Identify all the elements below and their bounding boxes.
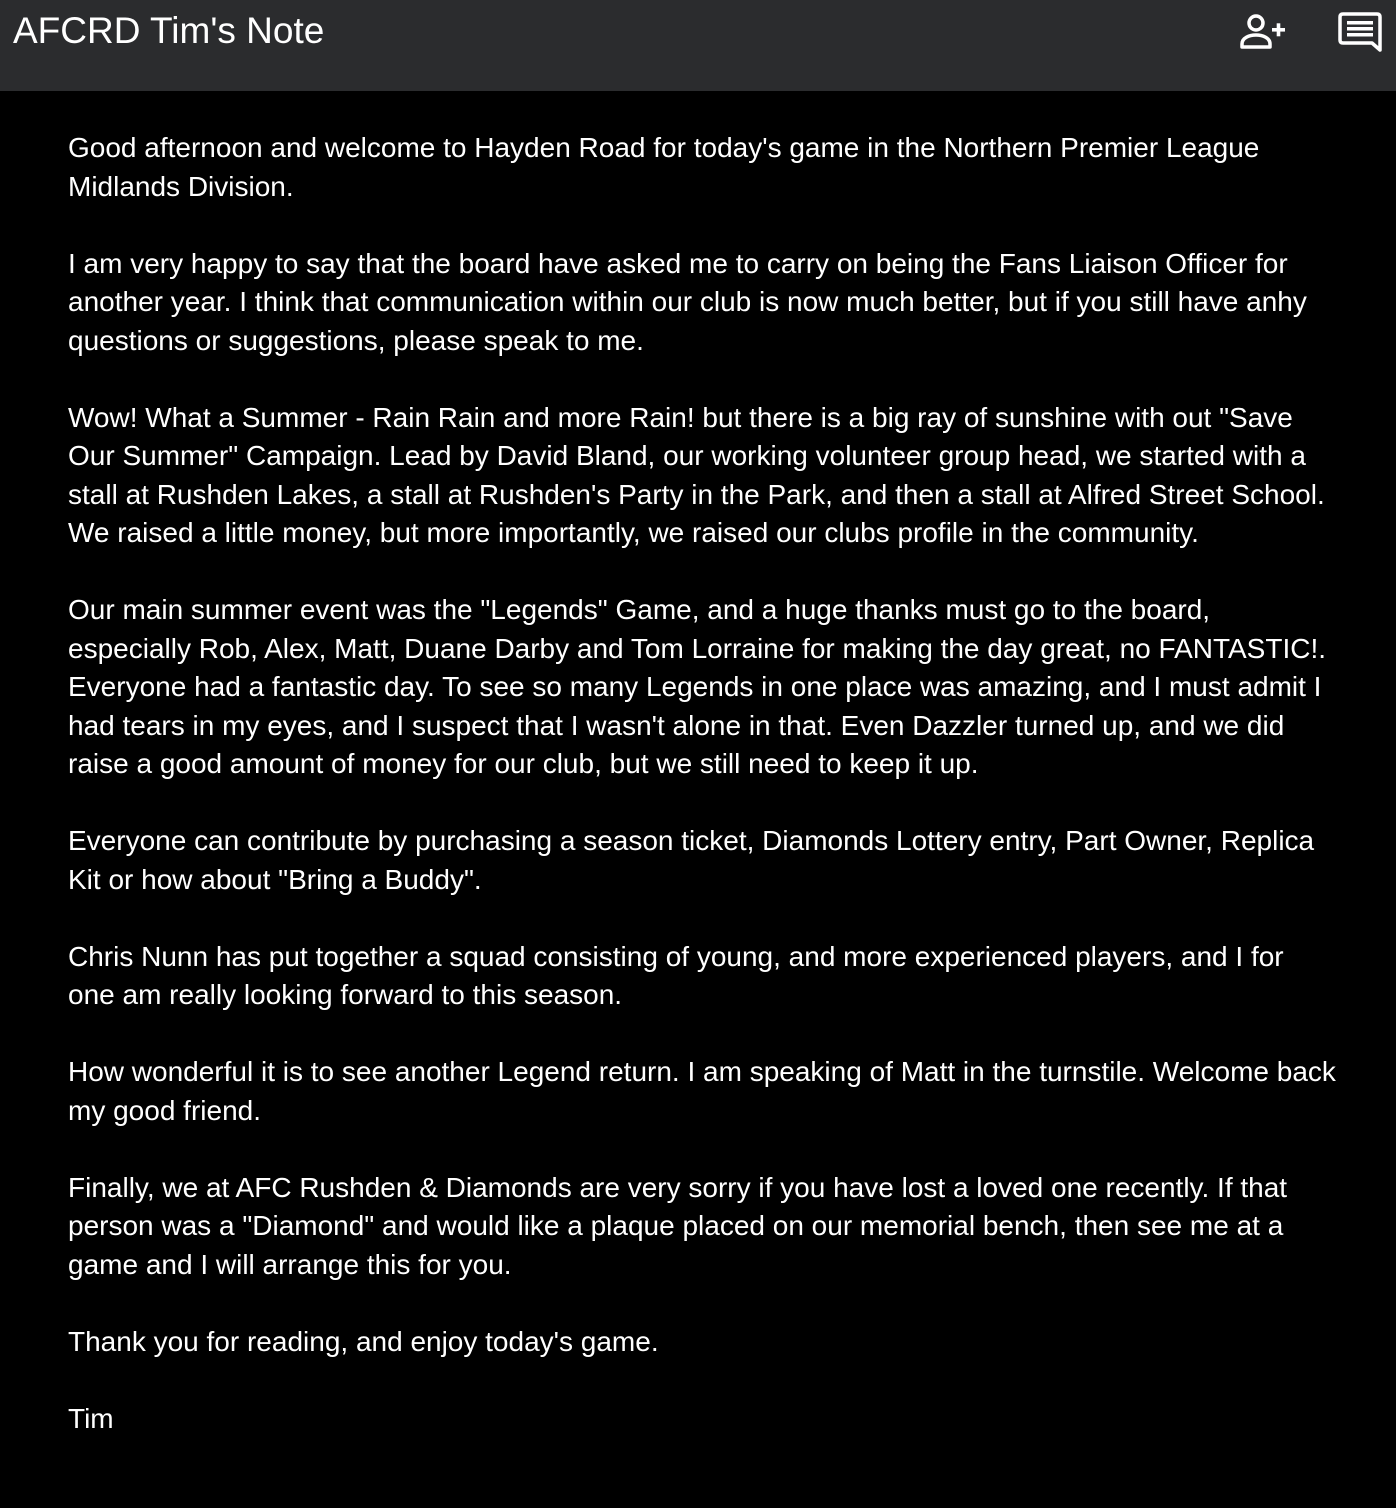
note-paragraph: Good afternoon and welcome to Hayden Road for today's game in the Northern Premier League Midlands Division. [68, 132, 1260, 202]
note-paragraph: Wow! What a Summer - Rain Rain and more Rain! but there is a big ray of sunshine with out "Save Our Summer" Campaign. Lead by David Bland, our working volunteer group head, we started with a stall at Rushden Lakes, a stall at Rushden's Party in the Park, and then a stall at Alfred Street School. We raised a little money, but more importantly, we raised our clubs profile in the community. [68, 401, 1325, 548]
note-paragraph: How wonderful it is to see another Legend return. I am speaking of Matt in the turnstile. Welcome back my good friend. [68, 1056, 1336, 1126]
comments-button[interactable] [1336, 10, 1384, 54]
comment-icon [1338, 11, 1382, 53]
note-paragraph: Thank you for reading, and enjoy today's game. [68, 1325, 659, 1357]
note-paragraph: Finally, we at AFC Rushden & Diamonds are very sorry if you have lost a loved one recently. If that person was a "Diamond" and would like a plaque placed on our memorial bench, then see me at a game and I will arrange this for you. [68, 1171, 1288, 1280]
page-title: AFCRD Tim's Note [13, 10, 325, 51]
note-paragraph: Everyone can contribute by purchasing a season ticket, Diamonds Lottery entry, Part Owner, Replica Kit or how about "Bring a Buddy". [68, 825, 1315, 895]
note-signature: Tim [68, 1402, 114, 1434]
note-paragraph: I am very happy to say that the board have asked me to carry on being the Fans Liaison Officer for another year. I think that communication within our club is now much better, but if you still have anhy questions or suggestions, please speak to me. [68, 247, 1307, 356]
note-paragraph: Chris Nunn has put together a squad consisting of young, and more experienced players, and I for one am really looking forward to this season. [68, 940, 1284, 1010]
person-add-icon [1239, 13, 1287, 51]
top-bar [0, 0, 1396, 91]
add-person-button[interactable] [1239, 10, 1287, 54]
note-body [68, 129, 1336, 1438]
note-paragraph: Our main summer event was the "Legends" Game, and a huge thanks must go to the board, especially Rob, Alex, Matt, Duane Darby and Tom Lorraine for making the day great, no FANTASTIC!. Everyone had a fantastic day. To see so many Legends in one place was amazing, and I must admit I had tears in my eyes, and I suspect that I wasn't alone in that. Even Dazzler turned up, and we did raise a good amount of money for our club, but we still need to keep it up. [68, 594, 1327, 779]
